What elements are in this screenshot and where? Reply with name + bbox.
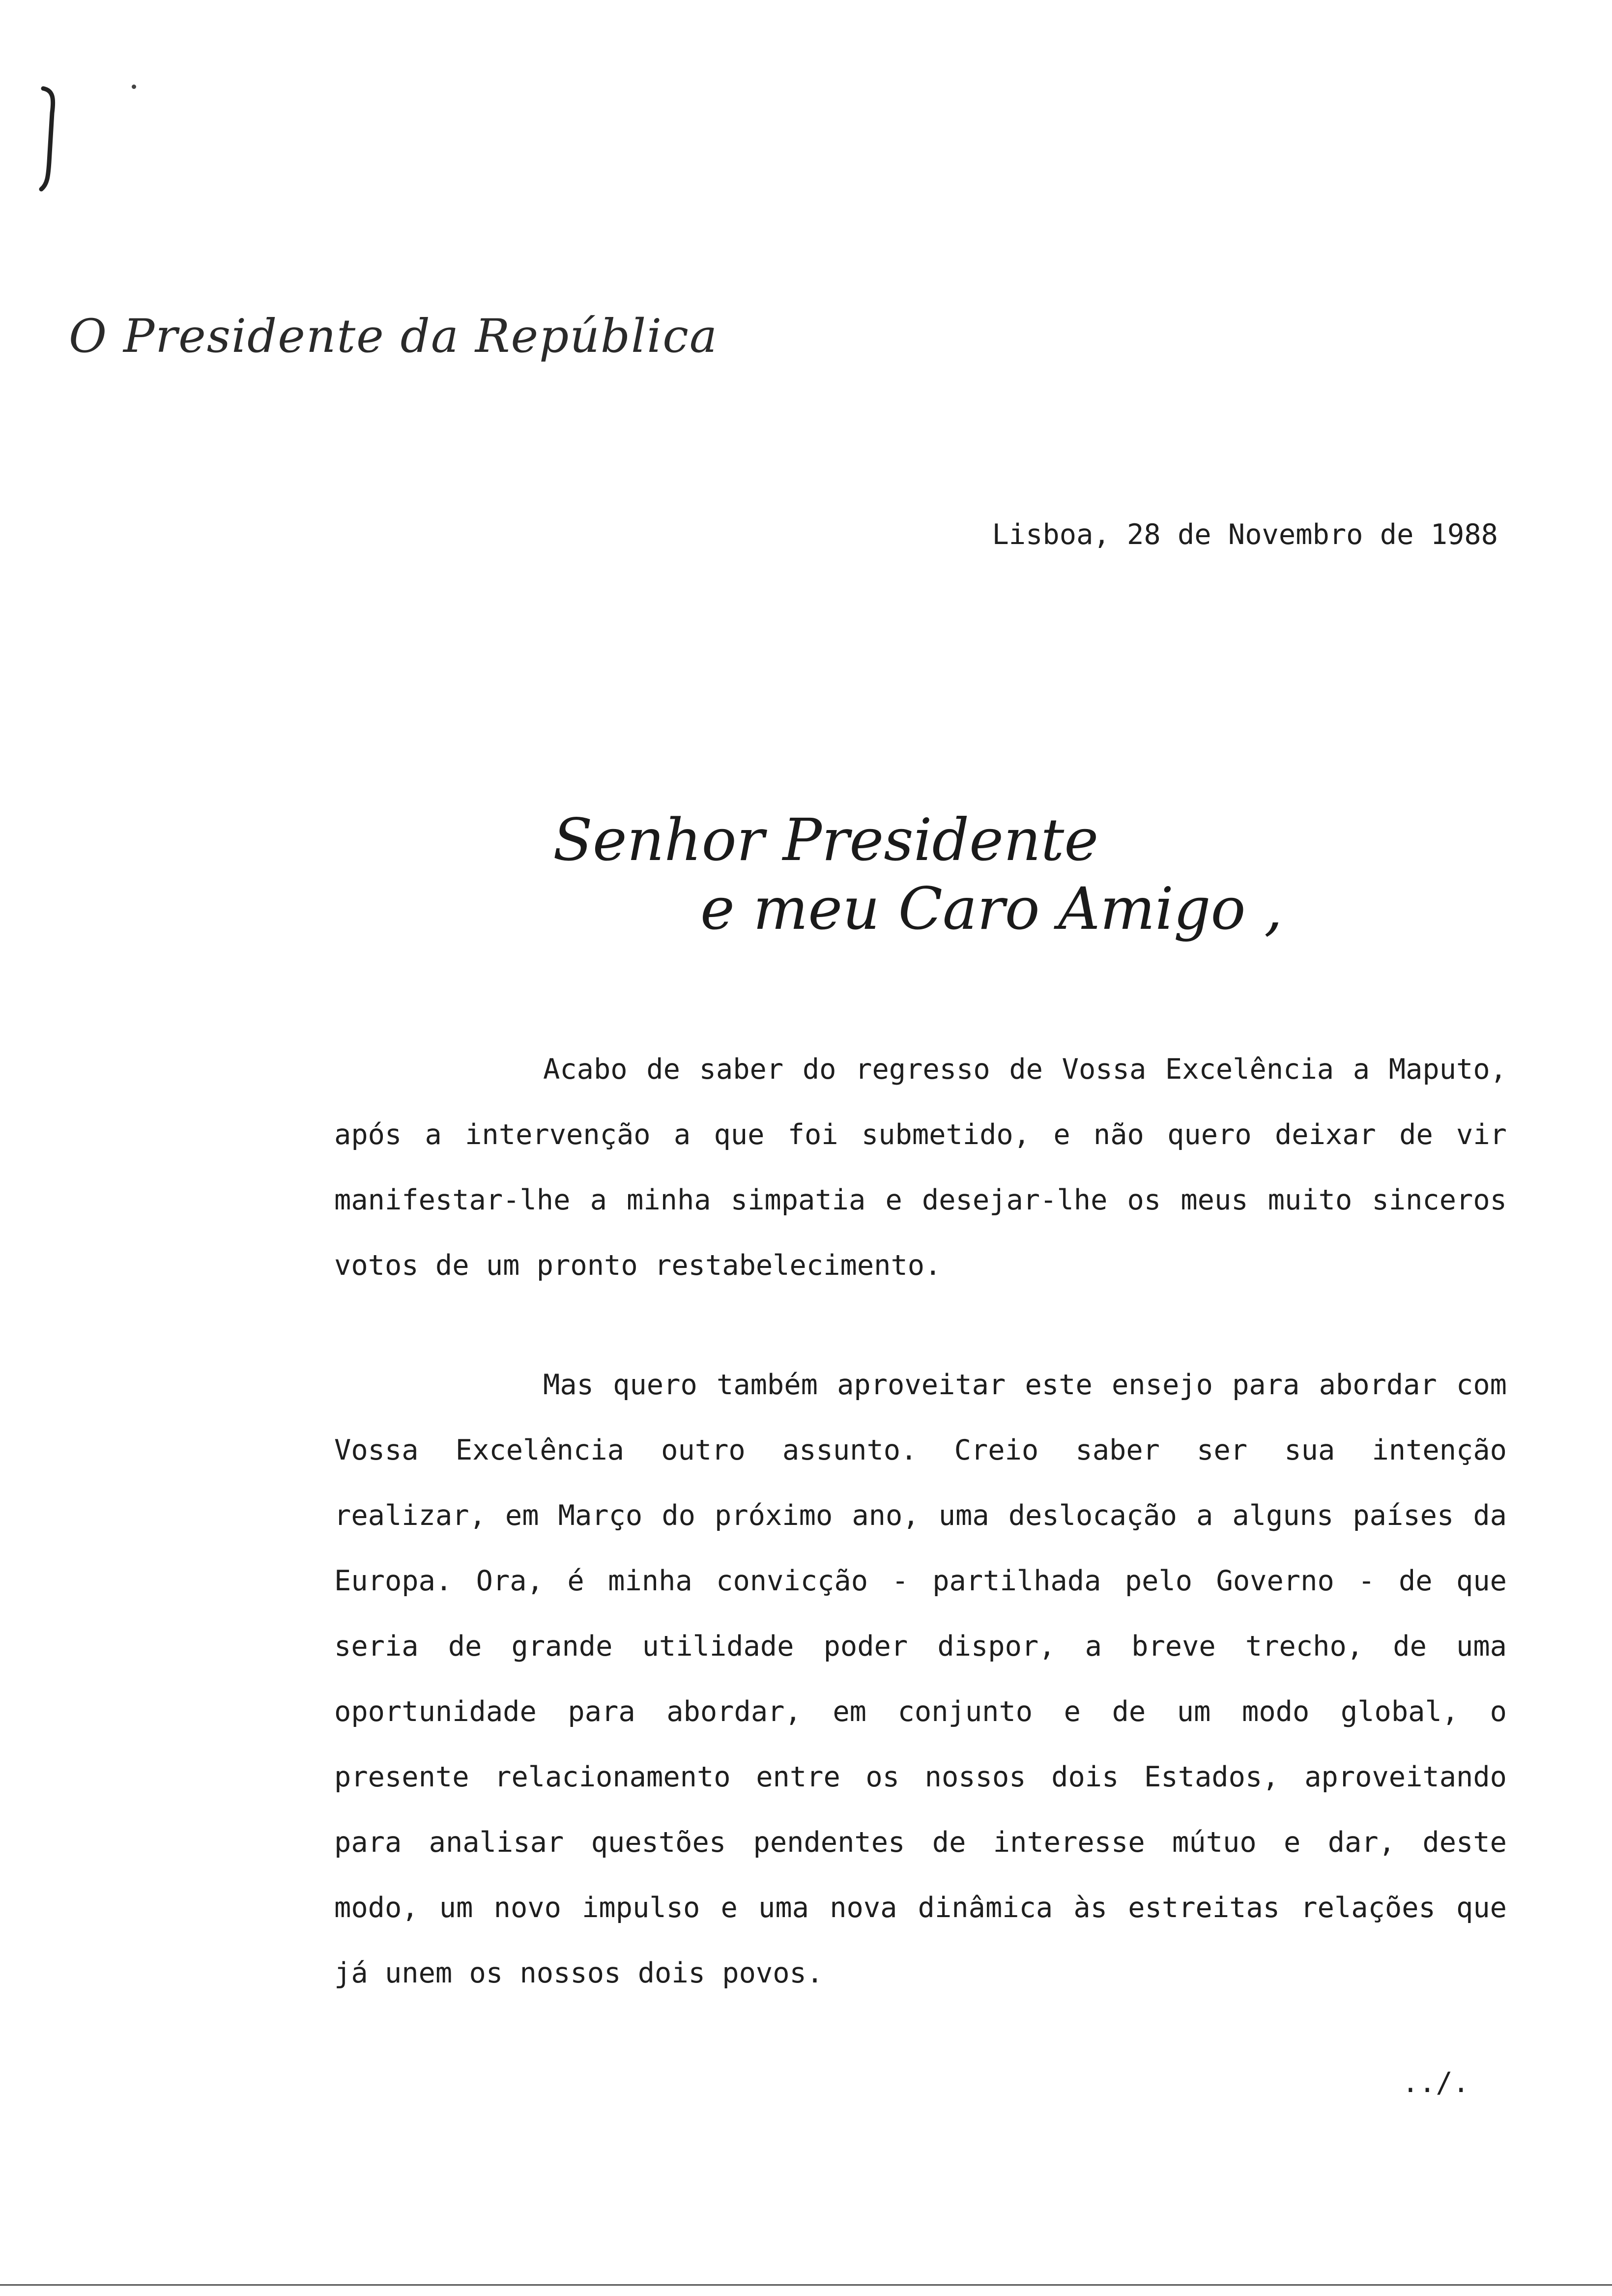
salutation-line-2: e meu Caro Amigo ,: [700, 875, 1283, 943]
handwritten-salutation: [553, 806, 1283, 943]
continuation-mark: ../.: [1402, 2066, 1469, 2099]
archive-bracket-mark: [34, 84, 64, 197]
scan-speck: [132, 85, 136, 89]
bottom-edge-rule: [0, 2284, 1612, 2286]
date-line: Lisboa, 28 de Novembro de 1988: [992, 518, 1498, 551]
letterhead: O Presidente da República: [69, 310, 718, 363]
salutation-line-1: Senhor Presidente: [553, 806, 1099, 874]
body-paragraph-1: Acabo de saber do regresso de Vossa Excelência a Maputo, após a intervenção a que foi submetido, e não quero deixar de vir manifestar-lhe a minha simpatia e desejar-lhe os meus muito sinceros votos de um pronto restabelecimento.: [334, 1053, 1507, 1282]
body-paragraph-2: Mas quero também aproveitar este ensejo para abordar com Vossa Excelência outro assunto. Creio saber ser sua intenção realizar, em Março do próximo ano, uma deslocação a alguns países da Europa. Ora, é minha convicção - partilhada pelo Governo - de que seria de grande utilidade poder dispor, a breve trecho, de uma oportunidade para abordar, em conjunto e de um modo global, o presente relacionamento entre os nossos dois Estados, aproveitando para analisar questões pendentes de interesse mútuo e dar, deste modo, um novo impulso e uma nova dinâmica às estreitas relações que já unem os nossos dois povos.: [334, 1369, 1507, 1989]
